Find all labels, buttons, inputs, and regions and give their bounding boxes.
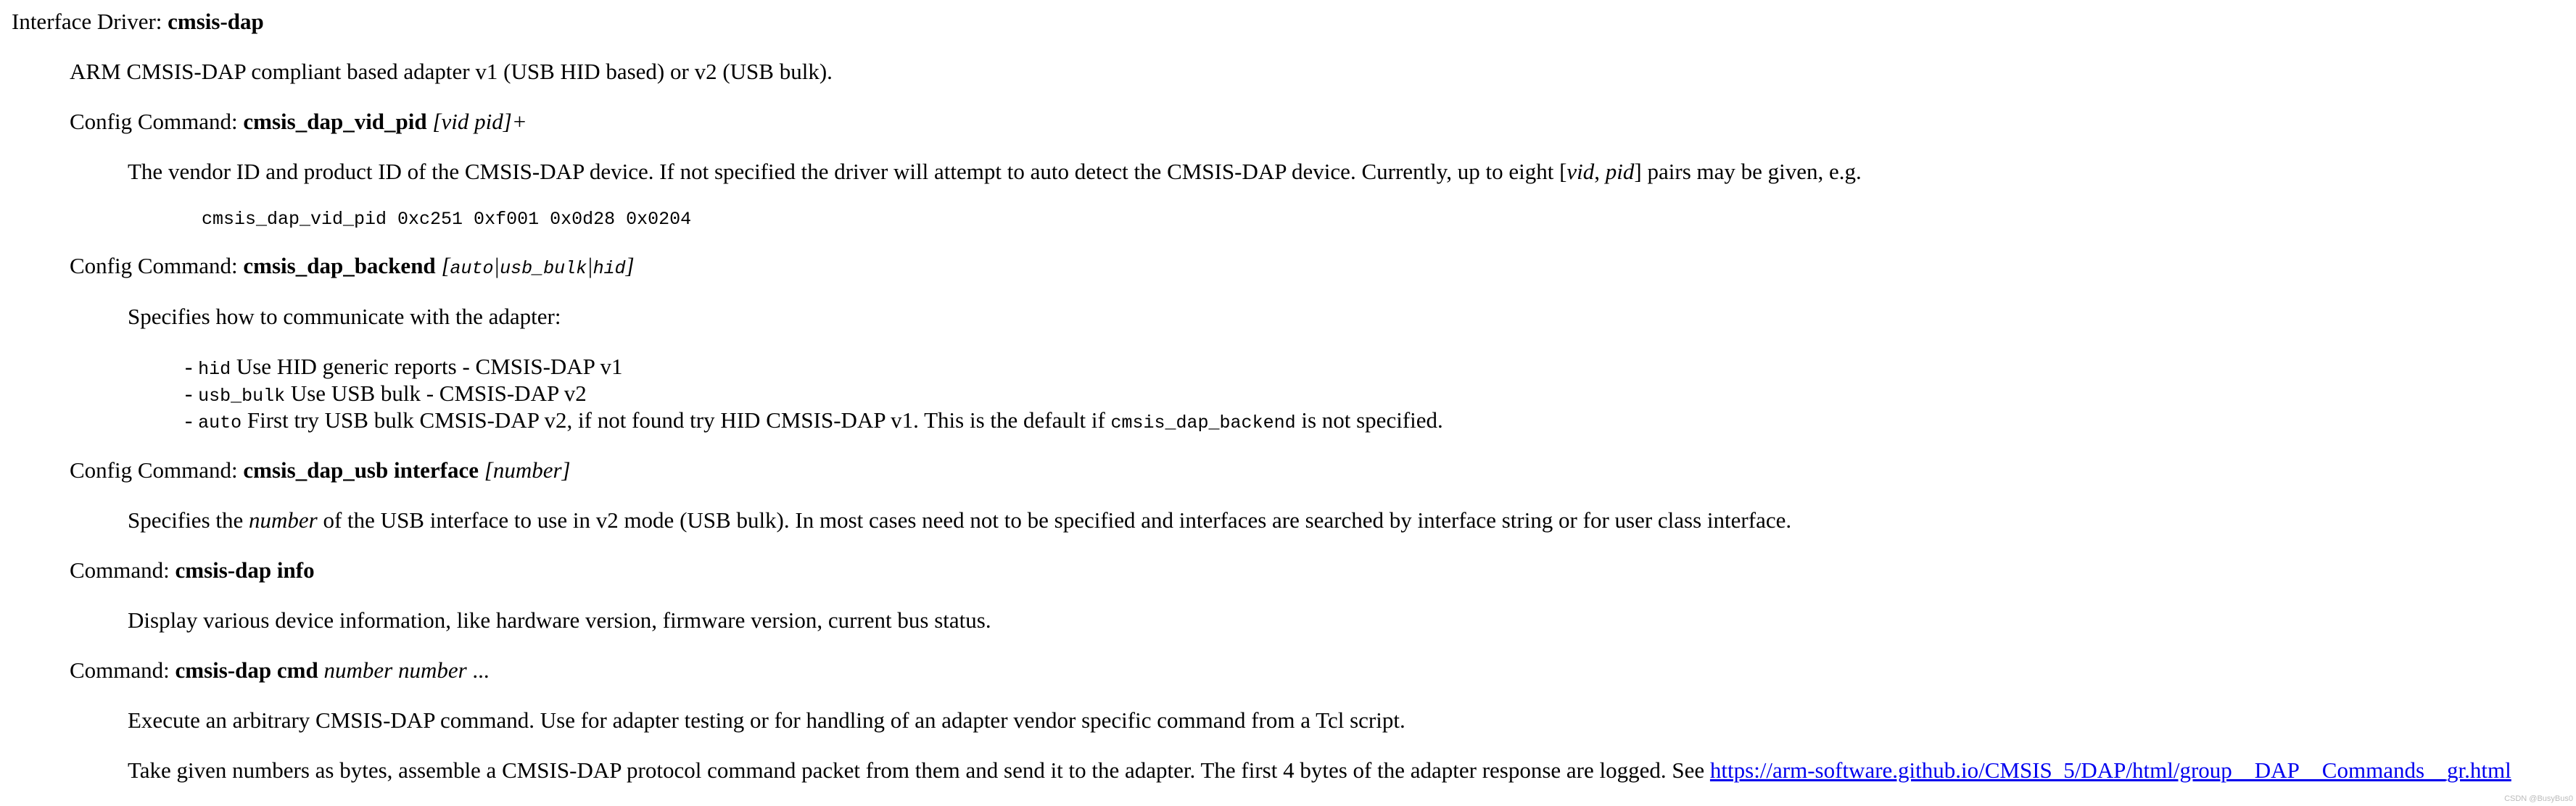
dap-commands-link[interactable]: https://arm-software.github.io/CMSIS_5/DAP/html/group__DAP__Commands__gr.html	[1709, 757, 2511, 783]
command-prefix: Config Command:	[70, 109, 238, 134]
vid-pid-description: The vendor ID and product ID of the CMSIS-DAP device. If not specified the driver will attempt to auto detect the CMSIS-DAP device. Currently, up to eight [vid, pid] pairs may be given, e.g.	[128, 159, 1862, 184]
usb-interface-command-heading	[70, 457, 571, 483]
command-prefix: Command:	[70, 657, 170, 683]
cmd-description: Execute an arbitrary CMSIS-DAP command. Use for adapter testing or for handling of an adapter vendor specific command from a Tcl script.	[128, 707, 1405, 733]
cmd-details: Take given numbers as bytes, assemble a CMSIS-DAP protocol command packet from them and send it to the adapter. The first 4 bytes of the adapter response are logged. See https://arm-software.github.io/CMSIS_5/DAP/html/group__DAP__Commands__gr.html	[128, 757, 2511, 783]
backend-intro: Specifies how to communicate with the adapter:	[128, 304, 561, 329]
list-item: - auto First try USB bulk CMSIS-DAP v2, if not found try HID CMSIS-DAP v1. This is the default if cmsis_dap_backend is not specified.	[185, 407, 1443, 433]
interface-name: cmsis-dap	[168, 9, 264, 34]
info-command-heading	[70, 557, 315, 583]
command-args: [vid pid]+	[432, 109, 527, 134]
interface-driver-heading	[12, 8, 264, 35]
command-prefix: Config Command:	[70, 253, 238, 278]
command-prefix: Config Command:	[70, 457, 238, 483]
command-name: cmsis-dap info	[175, 557, 315, 583]
list-item: - usb_bulk Use USB bulk - CMSIS-DAP v2	[185, 381, 587, 407]
command-args: [auto|usb_bulk|hid]	[441, 253, 635, 279]
interface-label: Interface Driver:	[12, 9, 162, 34]
info-description: Display various device information, like hardware version, firmware version, current bus status.	[128, 607, 991, 633]
command-name: cmsis_dap_backend	[243, 253, 436, 278]
vid-pid-command-heading	[70, 108, 527, 135]
watermark: CSDN @BusyBus0	[2504, 794, 2573, 803]
command-name: cmsis_dap_vid_pid	[243, 109, 427, 134]
interface-description: ARM CMSIS-DAP compliant based adapter v1 (USB HID based) or v2 (USB bulk).	[70, 59, 833, 84]
command-name: cmsis_dap_usb interface	[243, 457, 479, 483]
backend-command-heading	[70, 252, 635, 280]
cmd-command-heading: Command: cmsis-dap cmd number number ...	[70, 657, 490, 683]
usb-interface-description: Specifies the number of the USB interface to use in v2 mode (USB bulk). In most cases need not to be specified and interfaces are searched by interface string or for user class interface.	[128, 507, 1792, 533]
command-args: number number	[323, 657, 467, 683]
command-name: cmsis-dap cmd	[175, 657, 318, 683]
command-args: [number]	[484, 457, 571, 483]
list-item: - hid Use HID generic reports - CMSIS-DAP v1	[185, 354, 623, 380]
command-prefix: Command:	[70, 557, 170, 583]
vid-pid-example-code: cmsis_dap_vid_pid 0xc251 0xf001 0x0d28 0x0204	[202, 209, 692, 230]
